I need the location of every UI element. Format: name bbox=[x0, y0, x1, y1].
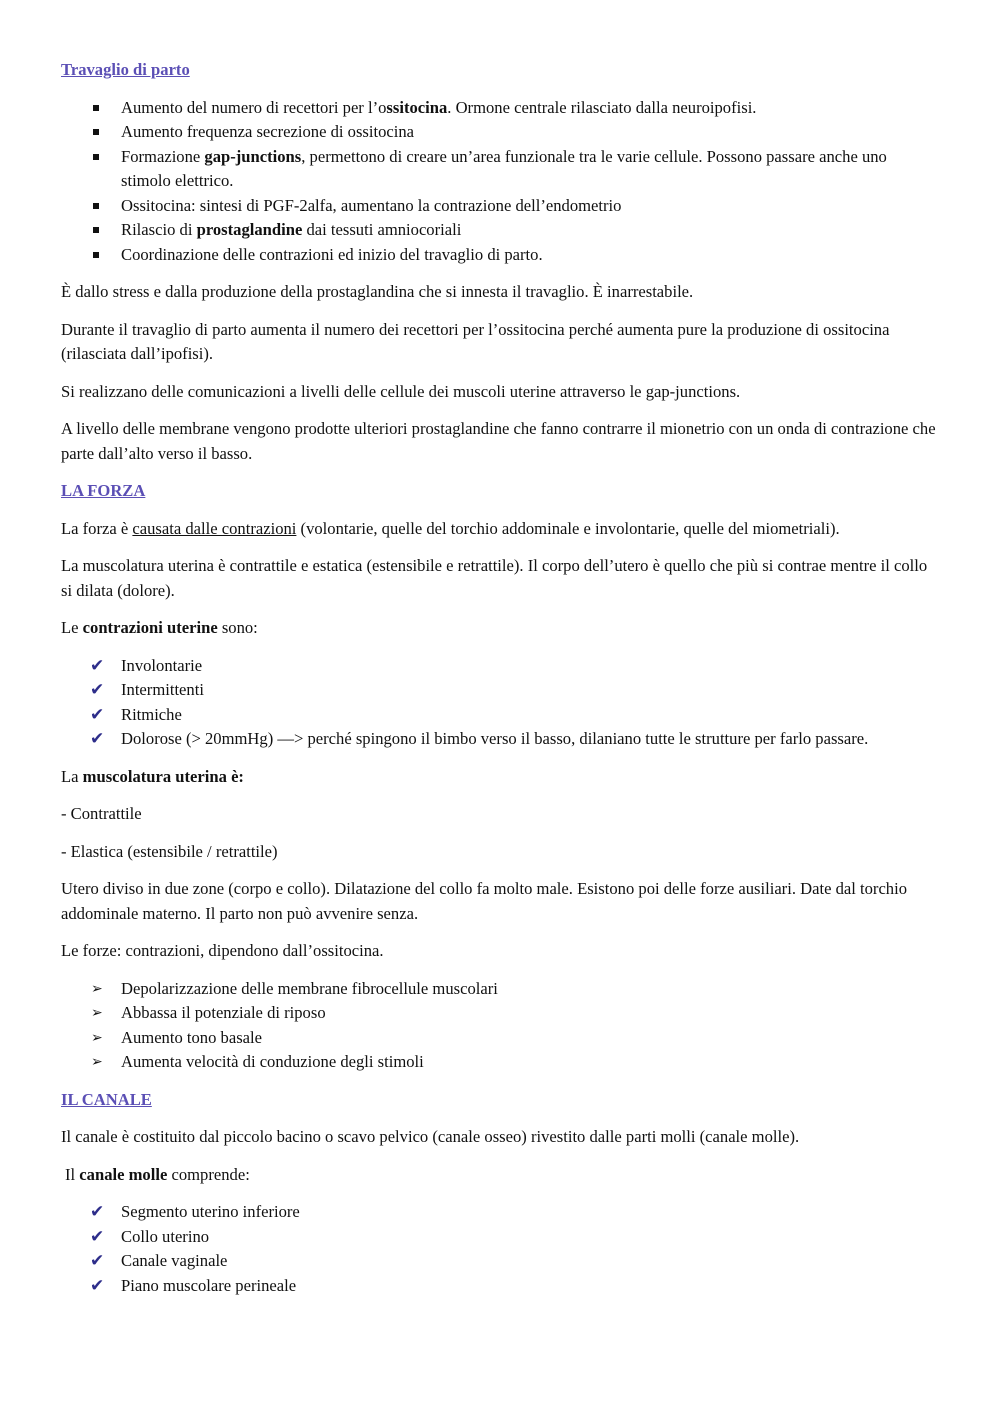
travaglio-list bbox=[61, 96, 940, 268]
list-item: ➢ Depolarizzazione delle membrane fibrocellule muscolari bbox=[61, 977, 940, 1002]
list-item: Rilascio di prostaglandine dai tessuti amniocoriali bbox=[61, 218, 940, 243]
check-icon: ✔ bbox=[90, 680, 105, 700]
check-icon: ✔ bbox=[90, 1226, 105, 1247]
canale-molle-list bbox=[61, 1200, 940, 1298]
list-item: ✔ Piano muscolare perineale bbox=[61, 1274, 940, 1299]
section-heading-travaglio: Travaglio di parto bbox=[61, 60, 190, 79]
square-bullet-icon bbox=[93, 154, 99, 160]
paragraph: Utero diviso in due zone (corpo e collo). Dilatazione del collo fa molto male. Esistono poi delle forze ausiliari. Date dal torchio addominale materno. Il parto non può avvenire senza. bbox=[61, 879, 908, 923]
paragraph: Le contrazioni uterine sono: bbox=[61, 618, 258, 637]
paragraph: Le forze: contrazioni, dipendono dall’ossitocina. bbox=[61, 941, 384, 960]
section-heading-canale: IL CANALE bbox=[61, 1089, 152, 1109]
paragraph: È dallo stress e dalla produzione della prostaglandina che si innesta il travaglio. È inarrestabile. bbox=[61, 282, 694, 301]
list-item: ✔ Collo uterino bbox=[61, 1225, 940, 1250]
list-item: ✔ Dolorose (> 20mmHg) —> perché spingono il bimbo verso il basso, dilaniano tutte le strutture per farlo passare. bbox=[61, 727, 940, 752]
check-icon: ✔ bbox=[90, 1202, 105, 1222]
paragraph: - Contrattile bbox=[61, 804, 142, 823]
list-item: ➢ Aumento tono basale bbox=[61, 1026, 940, 1051]
list-item: Coordinazione delle contrazioni ed inizio del travaglio di parto. bbox=[61, 243, 940, 268]
arrowhead-bullet-icon: ➢ bbox=[91, 980, 103, 997]
list-item: Formazione gap-junctions, permettono di creare un’area funzionale tra le varie cellule. Possono passare anche uno stimolo elettrico. bbox=[61, 145, 940, 194]
check-icon: ✔ bbox=[90, 1251, 105, 1271]
square-bullet-icon bbox=[93, 129, 99, 135]
check-icon: ✔ bbox=[90, 729, 105, 749]
paragraph: Durante il travaglio di parto aumenta il numero dei recettori per l’ossitocina perché aumenta pure la produzione di ossitocina (rilasciata dall’ipofisi). bbox=[61, 319, 890, 363]
list-item: ✔ Involontarie bbox=[61, 654, 940, 679]
square-bullet-icon bbox=[93, 203, 99, 209]
square-bullet-icon bbox=[93, 227, 99, 233]
check-icon: ✔ bbox=[90, 1275, 105, 1296]
check-icon: ✔ bbox=[90, 704, 105, 725]
paragraph: La muscolatura uterina è contrattile e estatica (estensibile e retrattile). Il corpo dell’utero è quello che più si contrae mentre il collo si dilata (dolore). bbox=[61, 556, 928, 600]
paragraph: La muscolatura uterina è: bbox=[61, 766, 244, 786]
arrowhead-bullet-icon: ➢ bbox=[91, 1054, 103, 1070]
arrowhead-bullet-icon: ➢ bbox=[91, 1029, 103, 1046]
paragraph: La forza è causata dalle contrazioni (volontarie, quelle del torchio addominale e involontarie, quelle del miometriali). bbox=[61, 518, 840, 538]
list-item: ✔ Intermittenti bbox=[61, 678, 940, 703]
list-item: ➢ Abbassa il potenziale di riposo bbox=[61, 1001, 940, 1026]
list-item: Aumento del numero di recettori per l’ossitocina. Ormone centrale rilasciato dalla neuroipofisi. bbox=[61, 96, 940, 121]
list-item: ✔ Ritmiche bbox=[61, 703, 940, 728]
section-heading-forza: LA FORZA bbox=[61, 481, 146, 500]
arrowhead-bullet-icon: ➢ bbox=[91, 1005, 103, 1021]
paragraph: Il canale molle comprende: bbox=[65, 1164, 250, 1184]
list-item: ➢ Aumenta velocità di conduzione degli stimoli bbox=[61, 1050, 940, 1075]
paragraph: - Elastica (estensibile / retrattile) bbox=[61, 841, 278, 861]
square-bullet-icon bbox=[93, 252, 99, 258]
check-icon: ✔ bbox=[90, 655, 105, 676]
square-bullet-icon bbox=[93, 105, 99, 111]
paragraph: Il canale è costituito dal piccolo bacino o scavo pelvico (canale osseo) rivestito dalle parti molli (canale molle). bbox=[61, 1127, 800, 1146]
list-item: ✔ Canale vaginale bbox=[61, 1249, 940, 1274]
list-item: Ossitocina: sintesi di PGF-2alfa, aumentano la contrazione dell’endometrio bbox=[61, 194, 940, 219]
list-item: Aumento frequenza secrezione di ossitocina bbox=[61, 120, 940, 145]
paragraph: A livello delle membrane vengono prodotte ulteriori prostaglandine che fanno contrarre il mionetrio con un onda di contrazione che parte dall’alto verso il basso. bbox=[61, 419, 936, 463]
contrazioni-list bbox=[61, 654, 940, 752]
list-item: ✔ Segmento uterino inferiore bbox=[61, 1200, 940, 1225]
forze-list bbox=[61, 977, 940, 1075]
paragraph: Si realizzano delle comunicazioni a livelli delle cellule dei muscoli uterine attraverso le gap-junctions. bbox=[61, 381, 741, 401]
